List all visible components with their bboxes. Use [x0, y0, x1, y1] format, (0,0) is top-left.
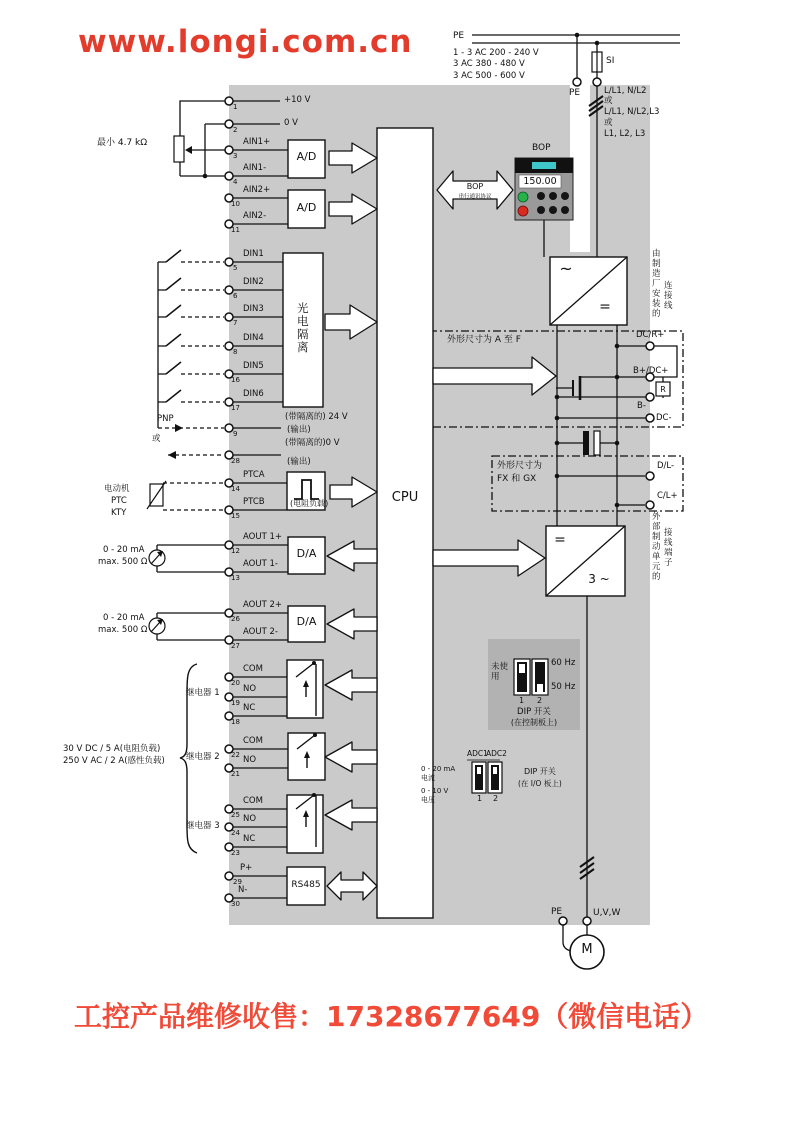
bop-red-button[interactable] [518, 206, 528, 216]
terminal-num-13: 13 [231, 574, 240, 582]
terminal-num-21: 21 [231, 770, 240, 778]
label-24v-output: (输出) [287, 425, 311, 435]
terminal-label-pplus: P+ [240, 863, 253, 873]
out0v-arrow [168, 451, 176, 459]
dashed-wires [158, 262, 224, 510]
bop-link-subtitle: 串行通讯协议 [458, 194, 492, 200]
bop-title: BOP [532, 143, 551, 153]
terminal-label-ain2p: AIN2+ [243, 185, 271, 195]
dip-io-sw2-label: 2 [493, 794, 499, 803]
label-0v-isolated: (带隔离的)0 V [285, 438, 340, 448]
relay1-box [287, 660, 323, 718]
terminal-num-18: 18 [231, 718, 240, 726]
dc-terminal-cl: C/L+ [657, 491, 678, 501]
motor-sensor-label-1: 电动机 [104, 484, 130, 494]
relay1-no-label: NO [243, 684, 257, 694]
dip-io-subtitle: (在 I/O 板上) [518, 779, 562, 788]
terminal-label-aout2n: AOUT 2- [243, 627, 278, 637]
watermark-top: www.longi.com.cn [78, 24, 413, 60]
terminal-num-30: 30 [231, 900, 240, 908]
terminal-num-2: 2 [233, 126, 238, 134]
terminal-label-10v: +10 V [284, 95, 311, 105]
capacitor-plate-b [594, 431, 600, 455]
terminal-num-15: 15 [231, 512, 240, 520]
aout1-range-label: 0 - 20 mA [103, 545, 145, 555]
cpu-label: CPU [391, 490, 419, 505]
dc-terminal-bminus: B- [637, 401, 646, 411]
supply-option-3: 3 AC 500 - 600 V [453, 71, 525, 81]
rectifier-ac-symbol: ~ [559, 259, 573, 278]
terminal-num-25: 25 [231, 811, 240, 819]
rs485-label: RS485 [291, 880, 321, 890]
pe-bus-label: PE [453, 31, 465, 41]
dip-50hz-label: 50 Hz [551, 682, 576, 692]
relay3-com-label: COM [243, 796, 263, 806]
terminal-num-17: 17 [231, 404, 240, 412]
dip-control-title: DIP 开关 [517, 707, 551, 717]
brake-unit-note-b: 接线端子 [664, 528, 673, 568]
dip-unused-label: 未使用 [491, 662, 509, 682]
relay3-nc-label: NC [243, 834, 256, 844]
relay2-com-label: COM [243, 736, 263, 746]
terminal-num-12: 12 [231, 547, 240, 555]
relay-rating-dc: 30 V DC / 5 A(电阻负载) [63, 744, 161, 754]
terminal-label-din6: DIN6 [243, 389, 264, 399]
dip-io-sw1-label: 1 [477, 794, 483, 803]
terminal-label-ptca: PTCA [243, 470, 265, 480]
pnp-arrow [175, 424, 183, 432]
terminal-label-ain2n: AIN2- [243, 211, 267, 221]
dc-terminal-dl: D/L- [657, 461, 675, 471]
adc-current-range: 0 - 20 mA [421, 765, 456, 773]
terminal-label-ain1n: AIN1- [243, 163, 267, 173]
adc-voltage-range: 0 - 10 V [421, 787, 449, 795]
small-arrowheads [168, 146, 192, 459]
terminal-num-5: 5 [233, 264, 238, 272]
aout1-load-label: max. 500 Ω [98, 557, 148, 567]
dip-io-title: DIP 开关 [524, 767, 556, 776]
motor-sensor-label-3: KTY [111, 508, 127, 518]
ad2-label: A/D [296, 201, 317, 214]
relay3-no-label: NO [243, 814, 257, 824]
bop-display-value: 150.00 [523, 176, 557, 187]
terminal-num-28: 28 [231, 457, 240, 465]
dc-terminal-bdc: B+/DC+ [633, 366, 669, 376]
terminal-num-9: 9 [233, 430, 238, 438]
adc-voltage-label: 电压 [421, 796, 435, 804]
terminal-num-16: 16 [231, 376, 240, 384]
pnp-or-label: 或 [152, 434, 161, 444]
phase-option-3: L1, L2, L3 [604, 129, 646, 139]
terminal-num-11: 11 [231, 226, 240, 234]
label-0v-output: (输出) [287, 457, 311, 467]
terminal-label-din1: DIN1 [243, 249, 264, 259]
terminal-num-7: 7 [233, 319, 238, 327]
da1-label: D/A [296, 547, 317, 560]
terminal-num-29: 29 [233, 878, 242, 886]
factory-wiring-note-b: 连接线 [664, 281, 673, 311]
supply-option-1: 1 - 3 AC 200 - 240 V [453, 48, 539, 58]
phase-option-2: L/L1, N/L2,L3 [604, 107, 660, 117]
dip-control-sw1-label: 1 [519, 696, 525, 705]
terminal-num-1: 1 [233, 103, 238, 111]
relay2-no-label: NO [243, 755, 257, 765]
terminal-label-aout1p: AOUT 1+ [243, 532, 283, 542]
factory-wiring-note-a: 由制造厂安装的 [652, 249, 661, 319]
relay1-name: 继电器 1 [186, 688, 220, 698]
ad1-label: A/D [296, 150, 317, 163]
terminal-num-24: 24 [231, 829, 240, 837]
phase-or-2: 或 [604, 118, 613, 128]
terminal-label-aout1n: AOUT 1- [243, 559, 278, 569]
relay1-com-label: COM [243, 664, 263, 674]
capacitor-plate-a [583, 431, 589, 455]
ptc-load-label: (电阻负载) [290, 499, 329, 508]
meters [149, 550, 165, 634]
terminal-num-23: 23 [231, 849, 240, 857]
terminal-num-27: 27 [231, 642, 240, 650]
dip-io-switches[interactable] [467, 760, 502, 793]
aout2-load-label: max. 500 Ω [98, 625, 148, 635]
terminal-label-din5: DIN5 [243, 361, 264, 371]
bop-green-button[interactable] [518, 192, 528, 202]
adc2-label: ADC2 [486, 749, 507, 758]
dip-60hz-label: 60 Hz [551, 658, 576, 668]
supply-option-2: 3 AC 380 - 480 V [453, 59, 525, 69]
terminal-num-8: 8 [233, 348, 238, 356]
inverter-dc-symbol: = [554, 532, 566, 548]
dc-terminal-dcminus: DC- [656, 413, 672, 423]
fuse-label: SI [606, 56, 615, 66]
terminal-num-20: 20 [231, 679, 240, 687]
bop-status-bar [532, 162, 556, 169]
terminal-num-26: 26 [231, 615, 240, 623]
wiper-arrow [185, 146, 192, 154]
terminal-label-ain1p: AIN1+ [243, 137, 271, 147]
inverter-ac-symbol: 3 ~ [588, 572, 610, 586]
terminal-label-aout2p: AOUT 2+ [243, 600, 283, 610]
footer-contact-text: 工控产品维修收售：17328677649（微信电话） [74, 1000, 709, 1033]
dip-control-subtitle: (在控制板上) [510, 718, 558, 727]
adc1-label: ADC1 [467, 749, 488, 758]
brake-unit-note-a: 外部制动单元的 [652, 512, 661, 582]
relay3-name: 继电器 3 [186, 821, 220, 831]
dip-control-sw2-label: 2 [537, 696, 543, 705]
terminal-num-19: 19 [231, 699, 240, 707]
terminal-label-din3: DIN3 [243, 304, 264, 314]
pe-terminal-label: PE [569, 88, 581, 98]
relay2-name: 继电器 2 [186, 752, 220, 762]
label-24v-isolated: (带隔离的) 24 V [285, 412, 348, 422]
terminal-label-din2: DIN2 [243, 277, 264, 287]
bop-keypad [515, 158, 573, 220]
output-uvw-label: U,V,W [593, 908, 621, 918]
terminal-num-14: 14 [231, 485, 240, 493]
relay-rating-ac: 250 V AC / 2 A(感性负载) [63, 756, 165, 766]
relay3-box [287, 795, 323, 853]
output-pe-label: PE [551, 907, 563, 917]
aout2-range-label: 0 - 20 mA [103, 613, 145, 623]
terminal-label-din4: DIN4 [243, 333, 264, 343]
terminal-num-10: 10 [231, 200, 240, 208]
da2-label: D/A [296, 615, 317, 628]
terminal-label-ptcb: PTCB [243, 497, 265, 507]
pnp-label: PNP [157, 414, 174, 424]
terminal-num-22: 22 [231, 751, 240, 759]
brake-resistor-label: R [660, 385, 666, 394]
potentiometer [174, 136, 184, 162]
terminal-label-nminus: N- [238, 885, 248, 895]
dc-terminal-dcr: DC/R+ [636, 330, 665, 340]
frame-af-label: 外形尺寸为 A 至 F [447, 335, 521, 345]
terminal-num-6: 6 [233, 292, 238, 300]
frame-fxgx-label-2: FX 和 GX [497, 474, 537, 484]
adc-current-label: 电流 [421, 774, 435, 782]
phase-option-1: L/L1, N/L2 [604, 86, 647, 96]
terminal-label-0v: 0 V [284, 118, 298, 128]
terminal-num-3: 3 [233, 152, 238, 160]
relay1-nc-label: NC [243, 703, 256, 713]
opto-isolation-label: 光电隔离 [297, 301, 309, 354]
rectifier-dc-symbol: = [599, 299, 611, 315]
phase-or-1: 或 [604, 96, 613, 106]
pot-min-label: 最小 4.7 kΩ [97, 138, 148, 148]
terminal-num-4: 4 [233, 178, 238, 186]
motor-sensor-label-2: PTC [111, 496, 127, 506]
motor-label: M [581, 942, 593, 957]
bop-link-title: BOP [466, 182, 484, 191]
frame-fxgx-label-1: 外形尺寸为 [497, 461, 543, 471]
